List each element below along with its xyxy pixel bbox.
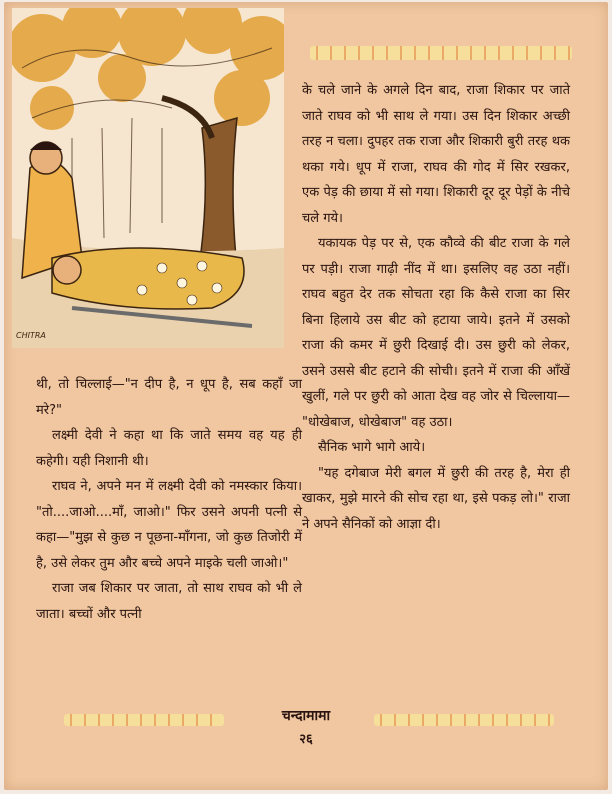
right-text-column bbox=[302, 78, 570, 537]
magazine-title: चन्दामामा bbox=[281, 708, 331, 724]
magazine-page bbox=[4, 2, 608, 790]
paragraph: राघव ने, अपने मन में लक्ष्मी देवी को नमस्कार किया। "तो....जाओ....माँ, जाओ।" फिर उसने अपनी पत्नी से कहा—"मुझ से कुछ न पूछना-माँगना, जो कुछ तिजोरी में है, उसे लेकर तुम और बच्चे अपने माइके चली जाओ।" bbox=[36, 479, 302, 571]
paragraph: के चले जाने के अगले दिन बाद, राजा शिकार पर जाते जाते राघव को भी साथ ले गया। उस दिन शिकार अच्छी तरह न चला। दुपहर तक राजा और शिकारी बुरी तरह थक थका गये। धूप में राजा, राघव की गोद में सिर रखकर, एक पेड़ की छाया में सो गया। शिकारी दूर दूर पेड़ों के नीचे चले गये। bbox=[302, 83, 570, 226]
illustration-drawing bbox=[12, 8, 284, 348]
paragraph: "यह दगेबाज मेरी बगल में छुरी की तरह है, मेरा ही खाकर, मुझे मारने की सोच रहा था, इसे पकड़ लो।" राजा ने अपने सैनिकों को आज्ञा दी। bbox=[302, 465, 570, 532]
decorative-border-top bbox=[310, 46, 572, 60]
story-illustration bbox=[12, 8, 284, 348]
paragraph: यकायक पेड़ पर से, एक कौव्वे की बीट राजा के गले पर पड़ी। राजा गाढ़ी नींद में था। इसलिए वह उठा नहीं। राघव बहुत देर तक सोचता रहा कि कैसे राजा का सिर बिना हिलाये उस बीट को हटाया जाये। इतने में उसको राजा की कमर में छुरी दिखाई दी। उस छुरी को लेकर, उसने उससे बीट हटाने की सोची। इतने में राजा की आँखें खुलीं, गले पर छुरी को आता देख वह जोर से चिल्लाया— "धोखेबाज, धोखेबाज" वह उठा। bbox=[302, 236, 570, 430]
paragraph: थी, तो चिल्लाई—"न दीप है, न धूप है, सब कहाँ जा मरे?" bbox=[36, 377, 302, 418]
paragraph: राजा जब शिकार पर जाता, तो साथ राघव को भी ले जाता। बच्चों और पत्नी bbox=[36, 581, 302, 622]
left-text-column bbox=[36, 372, 302, 627]
paragraph: लक्ष्मी देवी ने कहा था कि जाते समय वह यह ही कहेगी। यही निशानी थी। bbox=[36, 428, 302, 469]
paragraph: सैनिक भागे भागे आये। bbox=[318, 440, 426, 455]
page-number: २६ bbox=[299, 732, 313, 747]
artist-signature: CHITRA bbox=[16, 331, 46, 340]
